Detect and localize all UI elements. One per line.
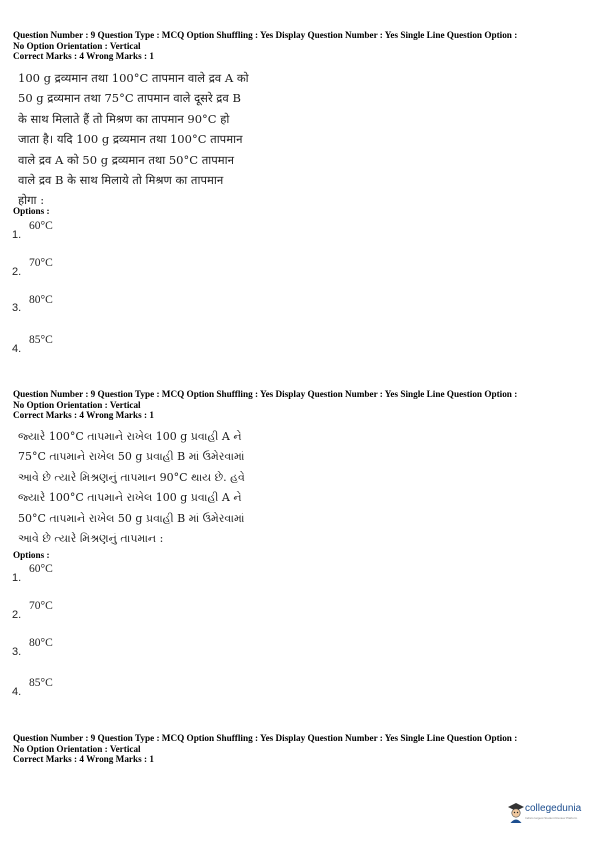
option-number: 3. — [12, 646, 22, 658]
option-value[interactable]: 70°C — [29, 257, 53, 269]
question-line: 100 g द्रव्यमान तथा 100°C तापमान वाले द्रव A को — [18, 71, 249, 85]
option-number: 1. — [12, 229, 22, 241]
option-value[interactable]: 60°C — [29, 563, 53, 575]
question-line: 50°C તાપમાને રાખેલ 50 g પ્રવાહી B માં ઉમેરવામાં — [18, 511, 245, 525]
option-number: 2. — [12, 266, 22, 278]
question-line: જ્યારે 100°C તાપમાને રાખેલ 100 g પ્રવાહી A ને — [18, 430, 242, 443]
question-header-line1: Question Number : 9 Question Type : MCQ Option Shuffling : Yes Display Question Number : Yes Single Line Question Option : — [13, 389, 518, 399]
marks-line: Correct Marks : 4 Wrong Marks : 1 — [13, 754, 154, 765]
option-value[interactable]: 70°C — [29, 600, 53, 612]
options-label: Options : — [13, 206, 50, 216]
question-header-2 — [13, 389, 583, 421]
question-header-3 — [13, 733, 583, 765]
question-line: वाले द्रव A को 50 g द्रव्यमान तथा 50°C तापमान — [18, 152, 234, 167]
option-value[interactable]: 80°C — [29, 294, 53, 306]
option-number: 2. — [12, 609, 22, 621]
question-line: के साथ मिलाते हैं तो मिश्रण का तापमान 90°C हो — [18, 111, 230, 126]
question-header-line1: Question Number : 9 Question Type : MCQ Option Shuffling : Yes Display Question Number : Yes Single Line Question Option : — [13, 30, 518, 40]
question-text-gujarati — [18, 427, 245, 549]
question-line: 50 g द्रव्यमान तथा 75°C तापमान वाले दूसरे द्रव B — [18, 91, 241, 106]
graduate-mascot-icon — [507, 801, 525, 823]
option-number: 3. — [12, 302, 22, 314]
option-number: 4. — [12, 686, 22, 698]
logo-tagline: India's largest Student Review Platform — [525, 816, 578, 820]
option-value[interactable]: 85°C — [29, 334, 53, 346]
option-value[interactable]: 60°C — [29, 220, 53, 232]
option-number: 1. — [12, 572, 22, 584]
question-line: 75°C તાપમાને રાખેલ 50 g પ્રવાહી B માં ઉમેરવામાં — [18, 450, 245, 464]
marks-line: Correct Marks : 4 Wrong Marks : 1 — [13, 410, 154, 421]
marks-line: Correct Marks : 4 Wrong Marks : 1 — [13, 51, 154, 62]
question-header-line2: No Option Orientation : Vertical — [13, 40, 141, 51]
question-line: જ્યારે 100°C તાપમાને રાખેલ 100 g પ્રવાહી A ને — [18, 491, 242, 505]
collegedunia-logo — [507, 801, 589, 825]
logo-wordmark: collegedunia — [525, 803, 582, 814]
question-line: होगा : — [18, 193, 45, 208]
options-label: Options : — [13, 550, 50, 560]
question-header-line1: Question Number : 9 Question Type : MCQ Option Shuffling : Yes Display Question Number : Yes Single Line Question Option : — [13, 733, 518, 743]
question-line: जाता है। यदि 100 g द्रव्यमान तथा 100°C तापमान — [18, 132, 243, 147]
option-value[interactable]: 85°C — [29, 677, 53, 689]
question-header-line2: No Option Orientation : Vertical — [13, 399, 141, 410]
question-line: આવે છે ત્યારે મિશ્રણનું તાપમાન : — [18, 532, 164, 546]
option-number: 4. — [12, 343, 22, 355]
question-text-hindi — [18, 68, 249, 211]
question-header-1 — [13, 30, 583, 62]
question-line: આવે છે ત્યારે મિશ્રણનું તાપમાન 90°C થાય છે. હવે — [18, 470, 245, 484]
question-header-line2: No Option Orientation : Vertical — [13, 743, 141, 754]
question-line: वाले द्रव B के साथ मिलाये तो मिश्रण का तापमान — [18, 173, 224, 188]
option-value[interactable]: 80°C — [29, 637, 53, 649]
